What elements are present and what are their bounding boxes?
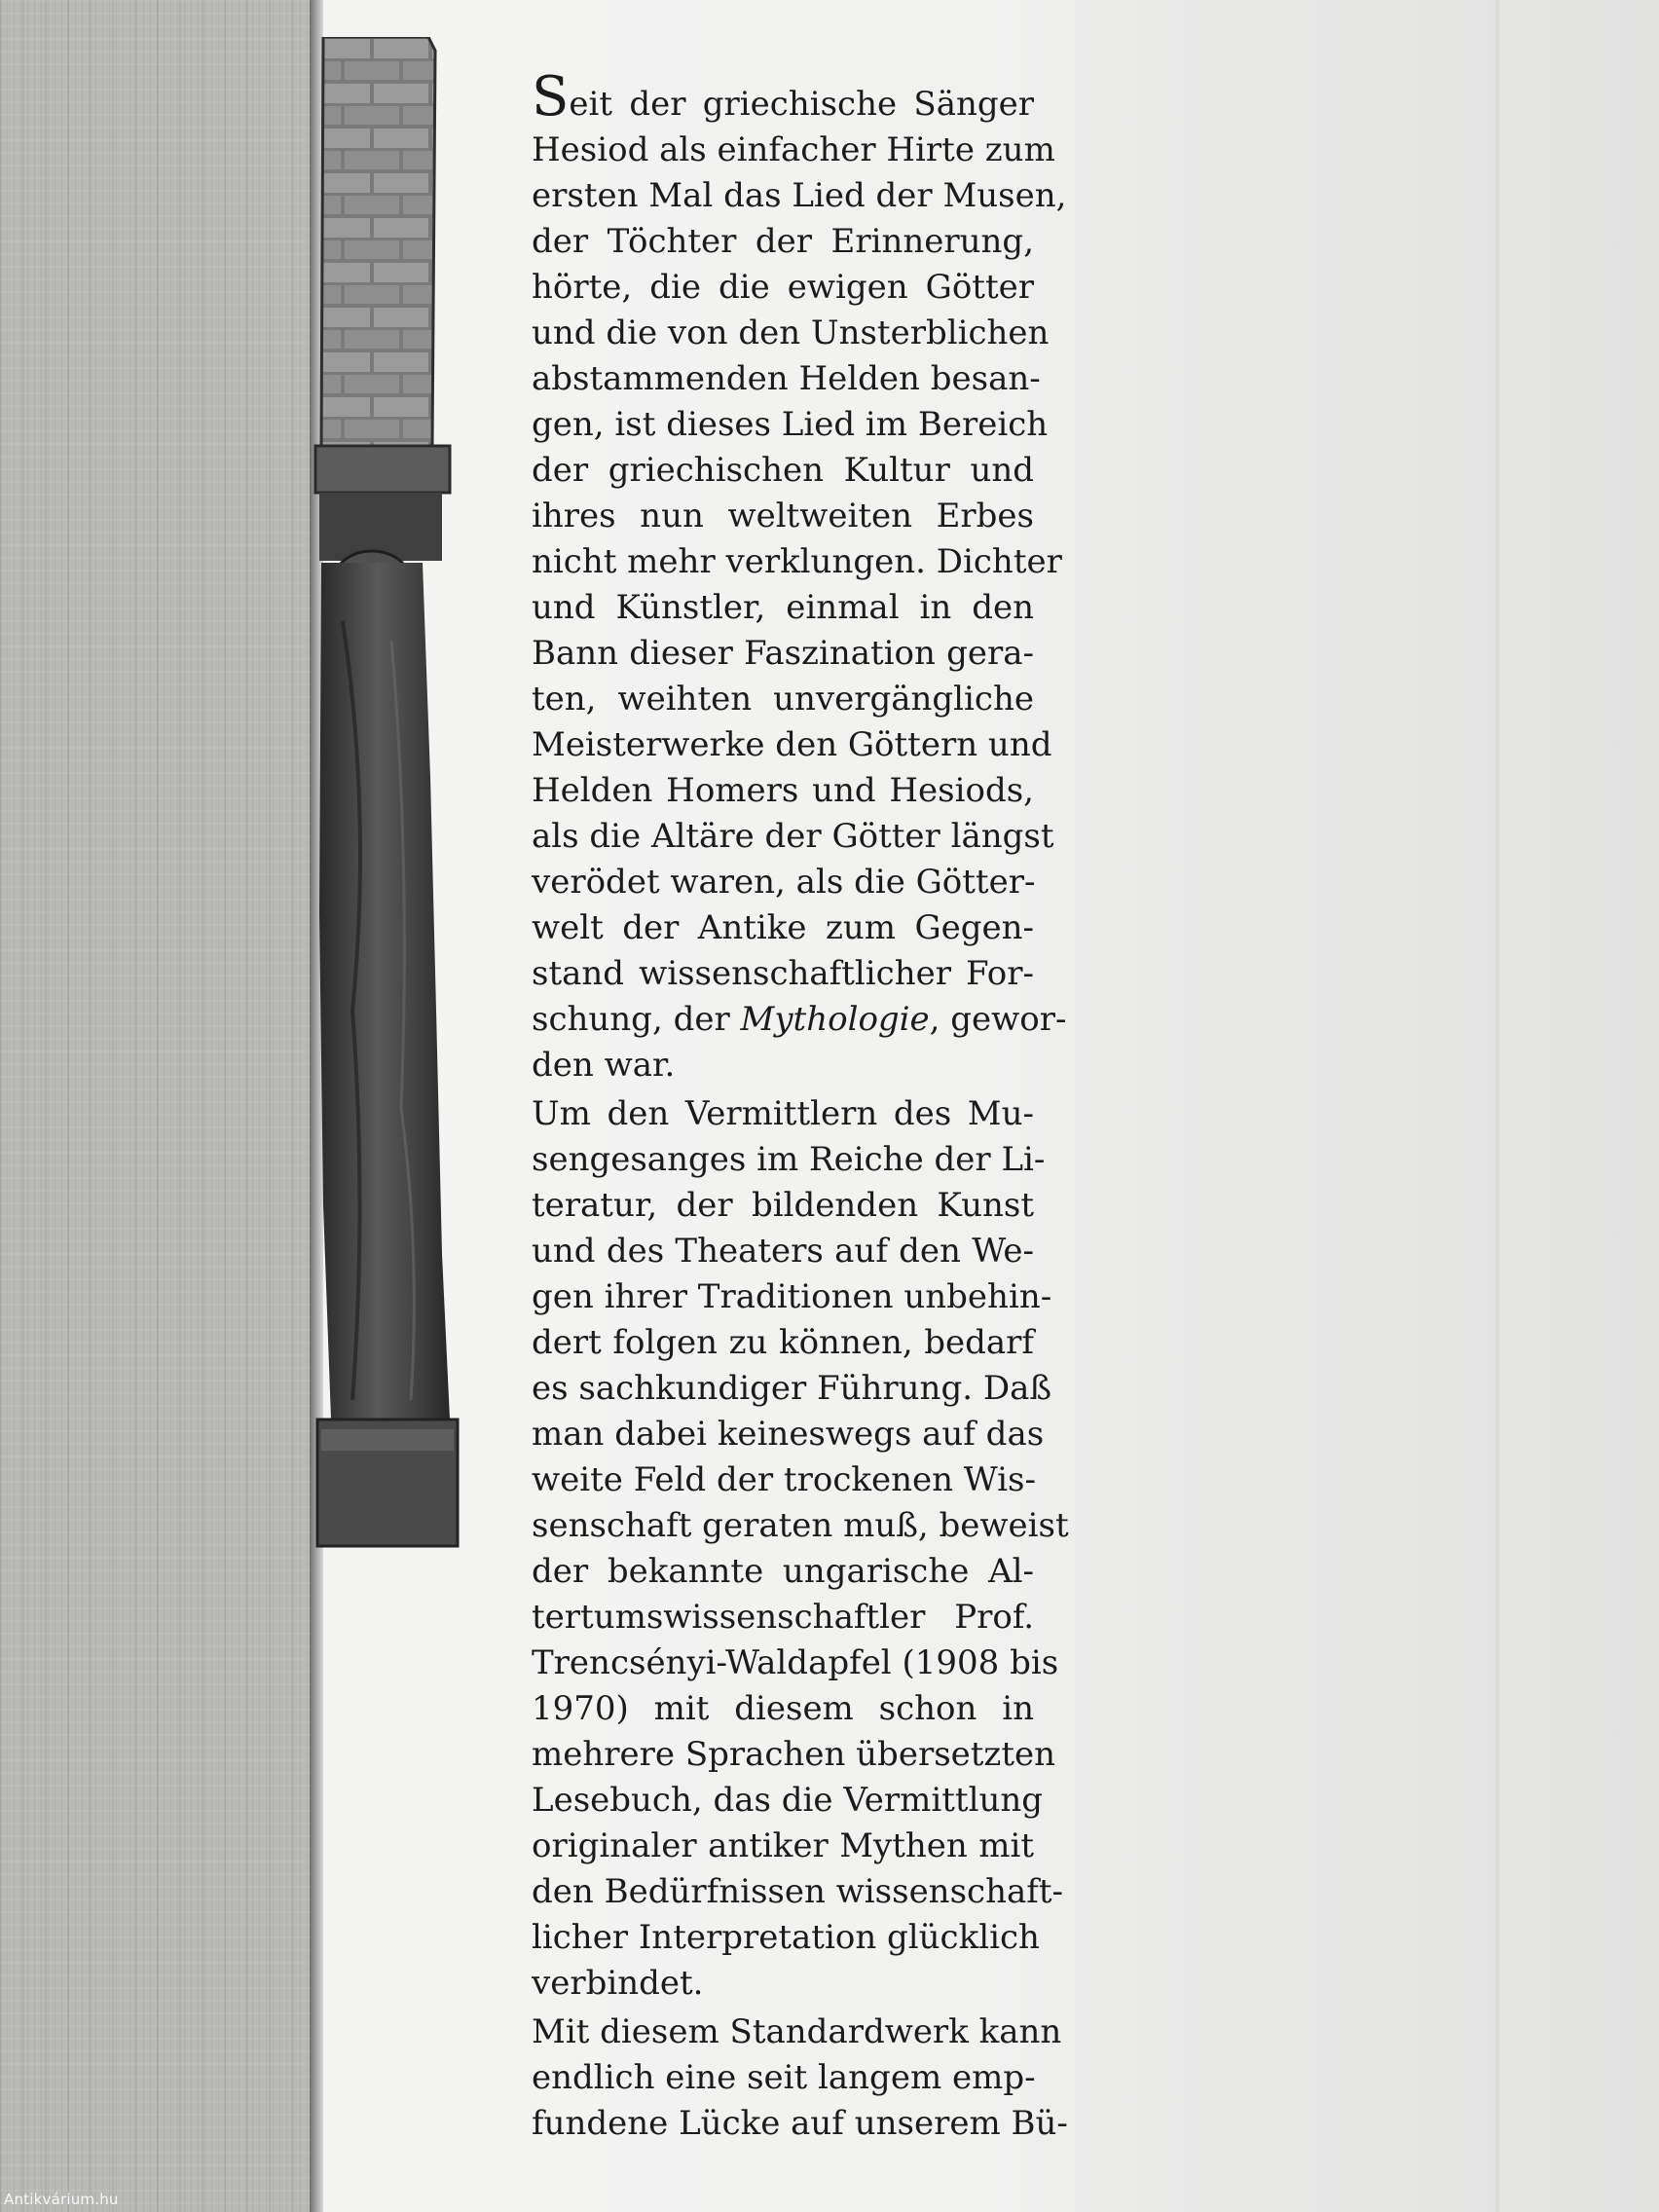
text-line: teratur, der bildenden Kunst <box>532 1186 1034 1225</box>
text-line: Mit diesem Standardwerk kann <box>532 2012 1062 2051</box>
text-line: gen ihrer Traditionen unbehin- <box>532 1277 1052 1316</box>
drop-cap: S <box>532 65 570 129</box>
text-line: der Töchter der Erinnerung, <box>532 222 1034 261</box>
brick-wall-shape <box>321 37 435 446</box>
text-line: Bann dieser Faszination gera- <box>532 634 1034 673</box>
text-line: hörte, die die ewigen Götter <box>532 268 1034 307</box>
text-line: verödet waren, als die Götter- <box>532 863 1036 902</box>
text-line-final: verbindet. <box>532 1964 704 2003</box>
text-line: stand wissenschaftlicher For- <box>532 954 1034 993</box>
text-line: man dabei keineswegs auf das <box>532 1415 1045 1454</box>
text-line: Um den Vermittlern des Mu- <box>532 1094 1034 1133</box>
text-line: sengesanges im Reiche der Li- <box>532 1140 1046 1179</box>
text-line: der bekannte ungarische Al- <box>532 1552 1034 1591</box>
text-line: es sachkundiger Führung. Daß <box>532 1369 1052 1408</box>
column-shaft <box>319 563 450 1419</box>
text-line: ten, weihten unvergängliche <box>532 680 1034 719</box>
text-line: nicht mehr verklungen. Dichter <box>532 542 1062 581</box>
text-line: licher Interpretation glücklich <box>532 1918 1040 1957</box>
text-line: weite Feld der trockenen Wis- <box>532 1460 1036 1499</box>
body-text <box>532 65 1069 2150</box>
paragraph-3 <box>532 2009 1068 2147</box>
paragraph-1 <box>532 65 1067 1088</box>
text-line: gen, ist dieses Lied im Bereich <box>532 405 1049 444</box>
italic-term: Mythologie <box>740 1000 930 1039</box>
text-line: Seit der griechische Sänger <box>532 65 1034 129</box>
text-line: welt der Antike zum Gegen- <box>532 908 1034 947</box>
text-line: und des Theaters auf den We- <box>532 1232 1034 1271</box>
text-line: als die Altäre der Götter längst <box>532 817 1054 856</box>
capital-slab <box>315 446 450 493</box>
wood-cover-board <box>0 0 316 2212</box>
text-line: ihres nun weltweiten Erbes <box>532 497 1034 535</box>
text-line: tertumswissenschaftler Prof. <box>532 1598 1034 1637</box>
text-line: Hesiod als einfacher Hirte zum <box>532 130 1055 169</box>
text-line: Lesebuch, das die Vermittlung <box>532 1781 1044 1820</box>
text-line: abstammenden Helden besan- <box>532 359 1041 398</box>
text-line: Trencsényi-Waldapfel (1908 bis <box>532 1643 1059 1682</box>
paragraph-2 <box>532 1091 1069 2007</box>
text-line: originaler antiker Mythen mit <box>532 1826 1034 1865</box>
text-line: mehrere Sprachen übersetzten <box>532 1735 1056 1774</box>
text-line: Meisterwerke den Göttern und <box>532 725 1052 764</box>
text-line: senschaft geraten muß, beweist <box>532 1506 1069 1545</box>
text-line: der griechischen Kultur und <box>532 451 1034 490</box>
column-illustration <box>313 37 460 1548</box>
text-line-with-italic: schung, der Mythologie, gewor- <box>532 1000 1067 1039</box>
text-line: fundene Lücke auf unserem Bü- <box>532 2104 1068 2143</box>
text-line: Helden Homers und Hesiods, <box>532 771 1034 810</box>
text-line: 1970) mit diesem schon in <box>532 1689 1034 1728</box>
watermark-text: Antikvárium.hu <box>4 2191 119 2208</box>
text-line-final: den war. <box>532 1046 676 1085</box>
text-line: endlich eine seit langem emp- <box>532 2058 1036 2097</box>
text-line: und Künstler, einmal in den <box>532 588 1034 627</box>
text-line: dert folgen zu können, bedarf <box>532 1323 1034 1362</box>
text-line: und die von den Unsterblichen <box>532 313 1050 352</box>
text-line: ersten Mal das Lied der Musen, <box>532 176 1067 215</box>
page-fold-line <box>1494 0 1500 2212</box>
text-line: den Bedürfnissen wissenschaft- <box>532 1872 1063 1911</box>
